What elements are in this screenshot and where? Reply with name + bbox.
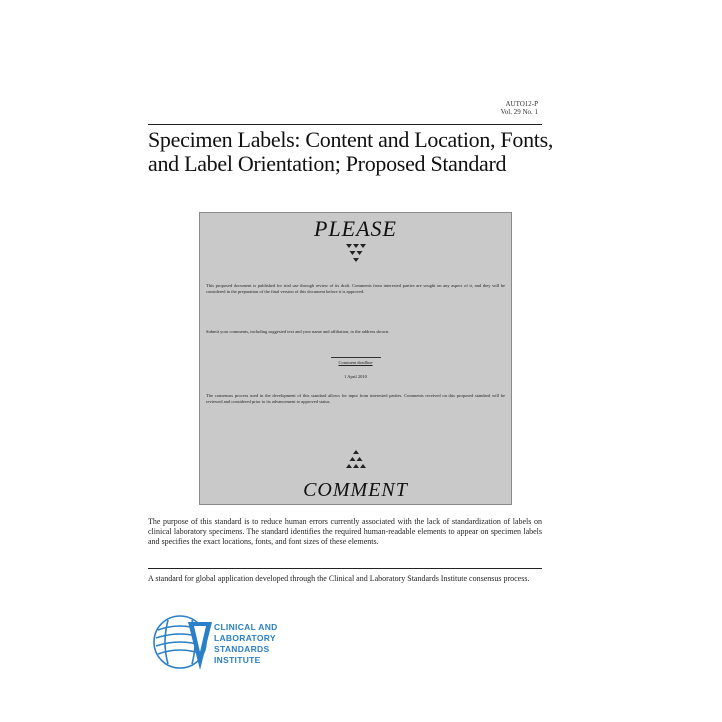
notice-footer: COMMENT <box>303 479 408 501</box>
down-triangle-icon <box>345 243 367 265</box>
document-volume: Vol. 29 No. 1 <box>500 108 538 116</box>
document-title: Specimen Labels: Content and Location, Fonts, and Label Orientation; Proposed Standard <box>148 127 554 176</box>
consensus-note: A standard for global application developed through the Clinical and Laboratory Standards Institute consensus process. <box>148 574 530 583</box>
notice-paragraph-3: The consensus process used in the development of this standard allows for input from interested parties. Comments received on this proposed standard will be reviewed and considered prior to its advancement to approved status. <box>206 393 505 404</box>
logo-line-2: LABORATORY <box>214 633 276 643</box>
notice-header: PLEASE <box>314 216 397 241</box>
notice-rule <box>331 357 381 358</box>
abstract-text: The purpose of this standard is to reduce human errors currently associated with the lack of standardization of labels on clinical laboratory specimens. The standard identifies the required human-readable elements to appear on specimen labels and specifies the exact locations, fonts, and font sizes of these elements. <box>148 517 542 546</box>
notice-date: 1 April 2010 <box>344 374 367 379</box>
notice-box <box>199 212 512 505</box>
logo-line-1: CLINICAL AND <box>214 622 278 632</box>
notice-underlined-label: Comment deadline <box>338 360 373 365</box>
title-rule <box>148 124 542 125</box>
abstract-rule <box>148 568 542 569</box>
document-code: AUTO12-P <box>505 100 538 108</box>
notice-paragraph-1: This proposed document is published for trial use through review of its draft. Comments from interested parties are sought on any aspect of it, and they will be considered in the preparation of the final version of this document before it is approved. <box>206 283 505 294</box>
document-id <box>501 100 538 116</box>
up-triangle-icon <box>345 449 367 471</box>
notice-paragraph-2: Submit your comments, including suggested text and your name and affiliation, to the address shown. <box>206 329 390 334</box>
clsi-logo-text <box>214 622 278 666</box>
logo-line-4: INSTITUTE <box>214 655 261 665</box>
logo-line-3: STANDARDS <box>214 644 270 654</box>
